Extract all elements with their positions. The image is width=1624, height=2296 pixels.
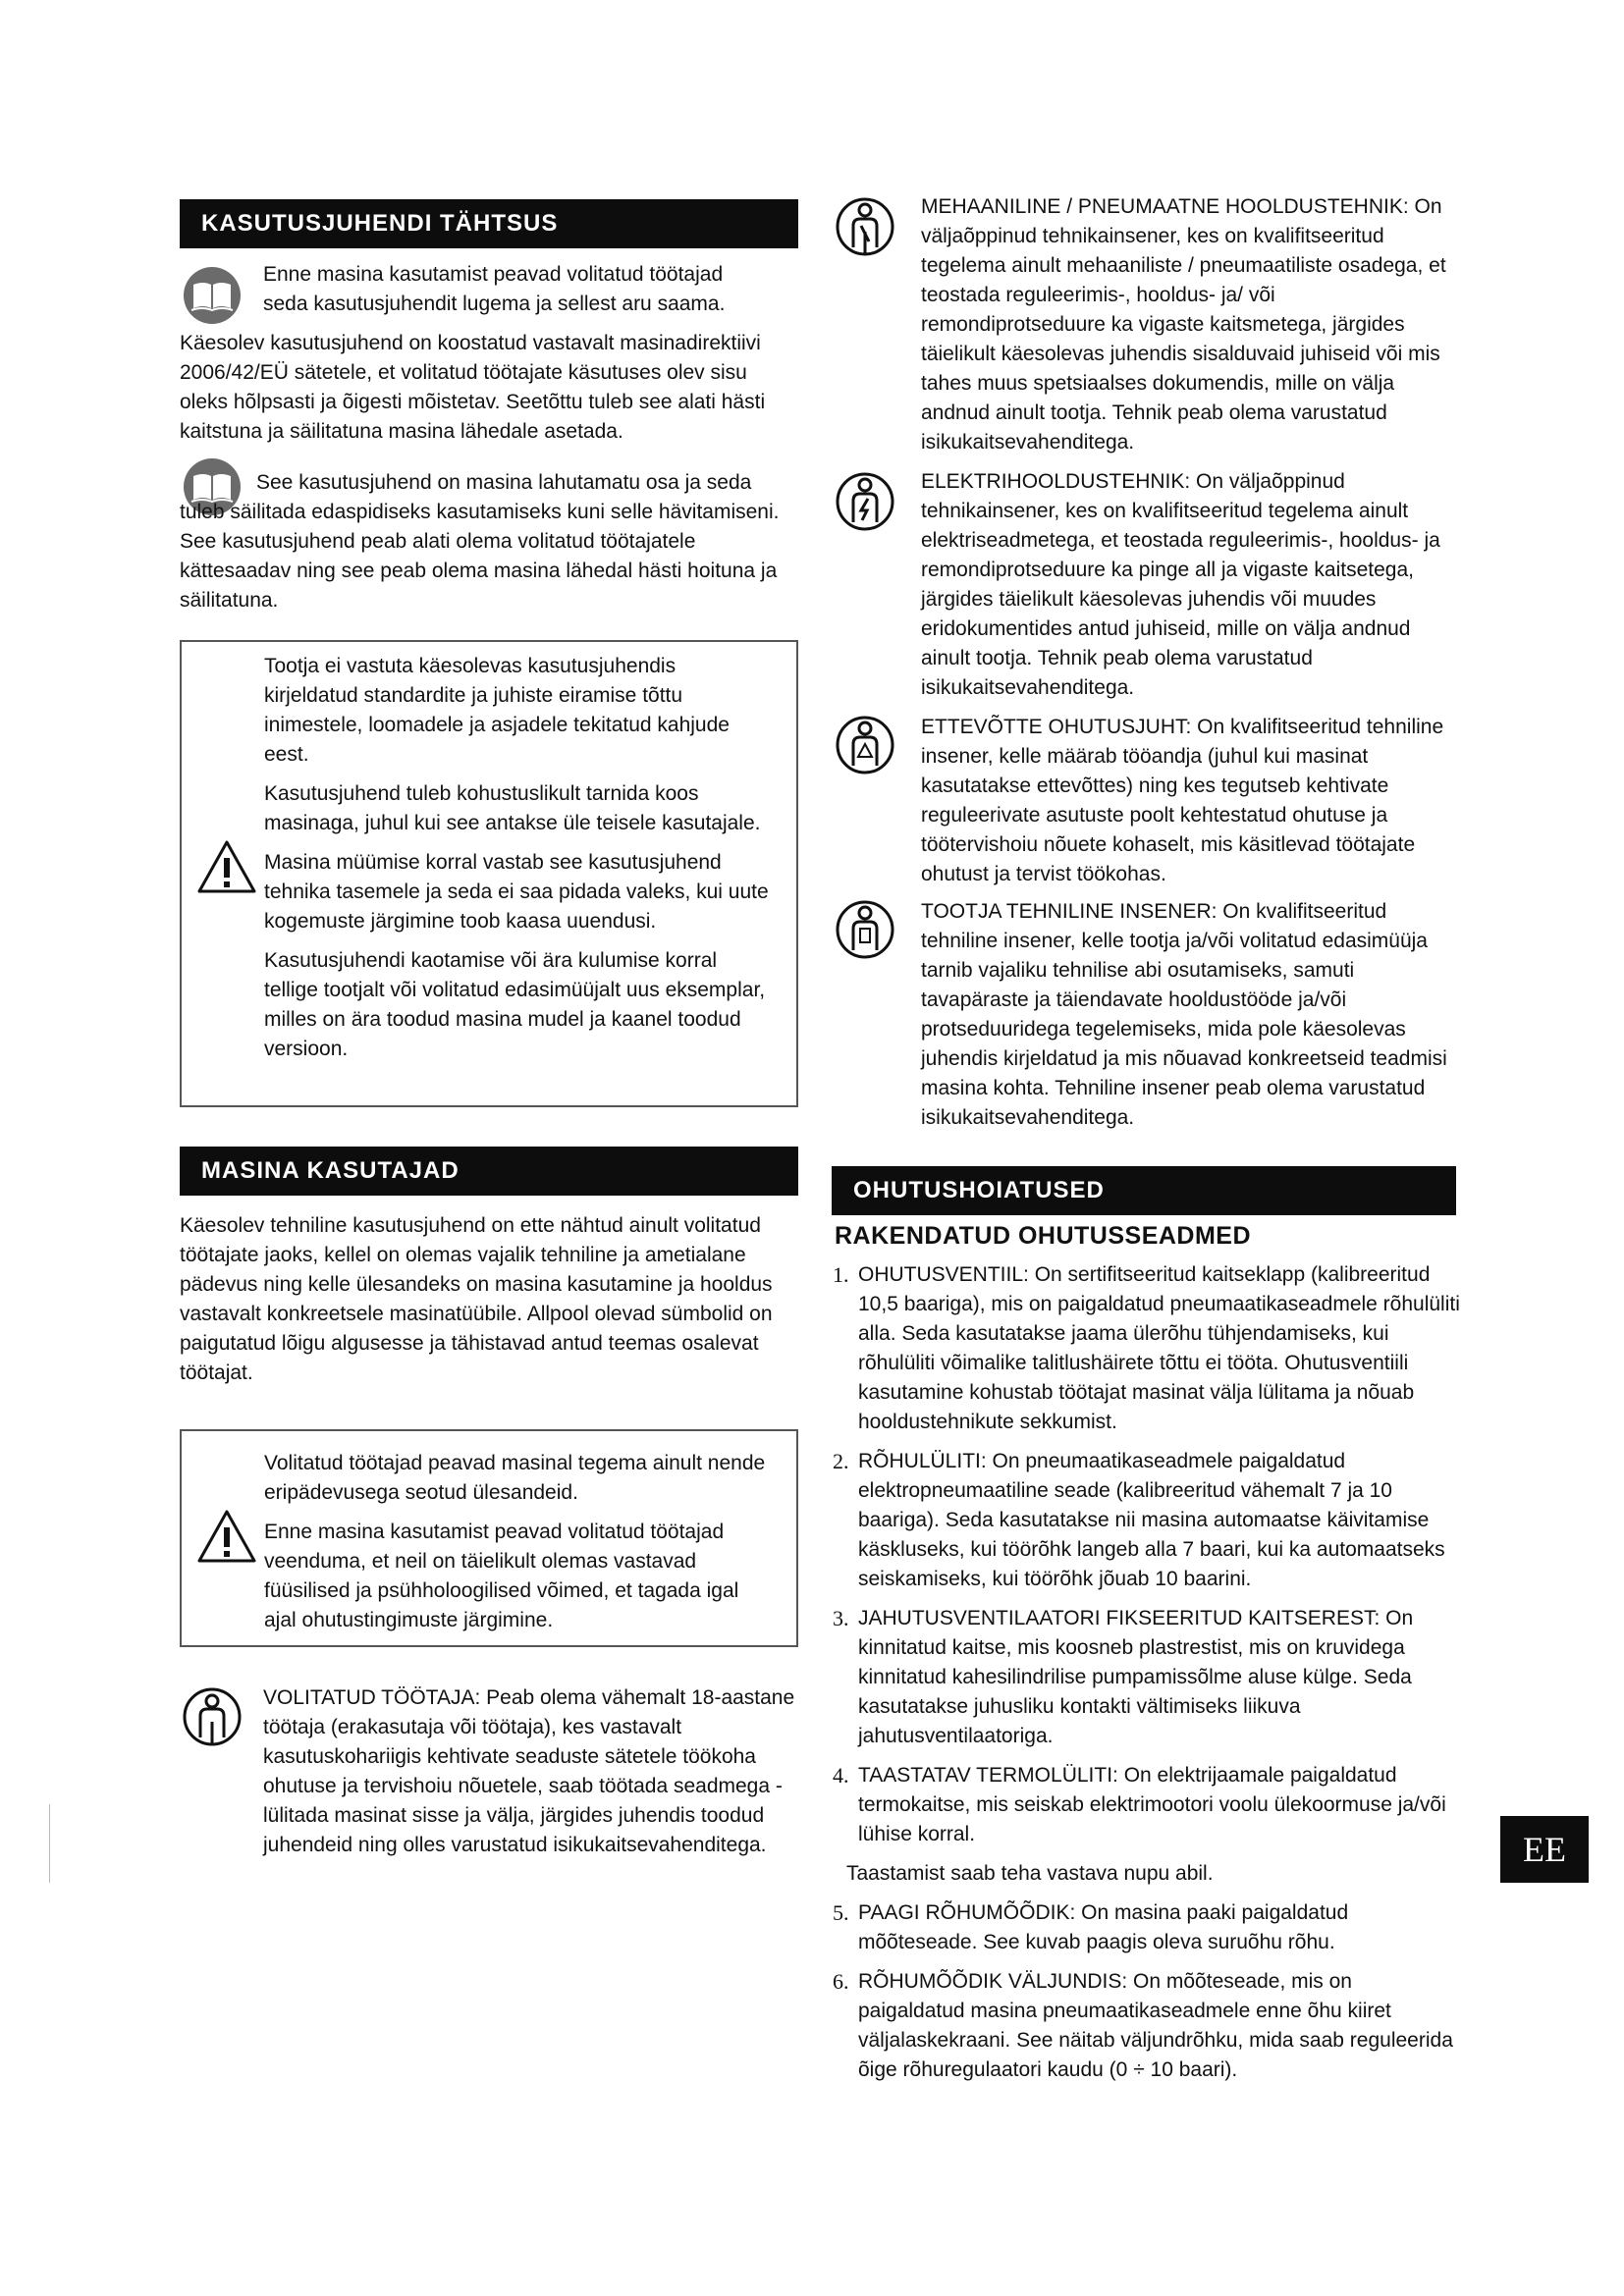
- list-text: RÕHULÜLITI: On pneumaatikaseadmele paigaldatud elektropneumaatiline seade (kalibreeritud vähemalt 7 ja 10 baariga). Seda kasutatakse nii masina automaatse käivitamise käskluseks, kui töörõhk langeb alla 7 baari, kui ka automaatseks seiskamiseks, kui töörõhk jõuab 10 baarini.: [858, 1450, 1445, 1590]
- list-number: 1.: [833, 1262, 849, 1287]
- qualification-text: Volitatud töötajad peavad masinal tegema ainult nende eripädevusega seotud ülesandeid.: [264, 1452, 766, 1504]
- role-safety-manager: ETTEVÕTTE OHUTUSJUHT: On kvalifitseeritud tehniline insener, kelle määrab tööandja (juhul kui masinat kasutatakse ettevõttes) ning kes tegutseb kehtivate reguleerivate asutuste poolt kehtestatud ohutuse ja töötervishoiu nõuete kohaselt, mis käsitlevad töötajate ohutust ja tervist töökohas.: [921, 716, 1444, 885]
- list-text: PAAGI RÕHUMÕÕDIK: On masina paaki paigaldatud mõõteseade. See kuvab paagis oleva suruõhu rõhu.: [858, 1901, 1349, 1953]
- disclaimer-text: Kasutusjuhendi kaotamise või ära kulumise korral tellige tootjalt või volitatud edasimüüjalt uus eksemplar, milles on ära toodud masina mudel ja kaanel toodud versioon.: [264, 949, 766, 1060]
- list-item: [833, 1604, 1461, 1751]
- section-title: KASUTUSJUHENDI TÄHTSUS: [201, 210, 559, 237]
- language-code: EE: [1523, 1830, 1566, 1869]
- qualification-text: Enne masina kasutamist peavad volitatud töötajad veenduma, et neil on täielikult olemas vastavad füüsilised ja psühholoogilised võimed, et tagada igal ajal ohutustingimuste järgimine.: [264, 1521, 739, 1631]
- list-item: [833, 1260, 1461, 1437]
- list-item: [833, 1761, 1461, 1849]
- users-paragraph: Käesolev tehniline kasutusjuhend on ette nähtud ainult volitatud töötajate jaoks, kellel on olemas vajalik tehniline ja ametialane pädevus ning kelle ülesandeks on masina kasutamine ja hooldus vastavalt konkreetsele masinatüübile. Allpool olevad sümbolid on paigutatud lõigu algusesse ja tähistavad antud teemas osalevat töötajat.: [180, 1214, 773, 1384]
- warning-icon: [195, 1508, 258, 1570]
- manual-book-icon: [182, 265, 243, 331]
- list-number: 5.: [833, 1900, 849, 1925]
- margin-line: [49, 1804, 50, 1883]
- restore-note: Taastamist saab teha vastava nupu abil.: [846, 1862, 1214, 1885]
- list-number: 4.: [833, 1763, 849, 1788]
- disclaimer-text: Masina müümise korral vastab see kasutusjuhend tehnika tasemele ja seda ei saa pidada valeks, kui uute kogemuste järgimine toob kaasa uuendusi.: [264, 851, 769, 933]
- list-item: [833, 1967, 1461, 2085]
- intro-icon-text: Enne masina kasutamist peavad volitatud töötajad seda kasutusjuhendit lugema ja sellest aru saama.: [263, 263, 726, 315]
- disclaimer-text: Kasutusjuhend tuleb kohustuslikult tarnida koos masinaga, juhul kui see antakse üle teisele kasutajale.: [264, 782, 761, 834]
- operator-description: VOLITATUD TÖÖTAJA: Peab olema vähemalt 18-aastane töötaja (erakasutaja või töötaja), kes vastavalt kasutuskohariigis kehtivate seaduste sätetele töökoha ohutuse ja tervishoiu nõuetele, saab töötada seadmega - lülitada masinat sisse ja välja, järgides juhendis toodud juhendeid ning olles varustatud isikukaitsevahenditega.: [263, 1686, 795, 1856]
- section-header-safety: [832, 1166, 1456, 1215]
- warning-icon: [195, 838, 258, 900]
- disclaimer-box: [180, 640, 798, 1107]
- disclaimer-text: Tootja ei vastuta käesolevas kasutusjuhendis kirjeldatud standardite ja juhiste eiramise tõttu inimestele, loomadele ja asjadele tekitatud kahjude eest.: [264, 655, 730, 766]
- role-manufacturer-engineer: TOOTJA TEHNILINE INSENER: On kvalifitseeritud tehniline insener, kelle tootja ja/või volitatud edasimüüja tarnib vajaliku tehnilise abi osutamiseks, samuti tavapäraste ja täiendavate hooldustööde ja/või protseduuridega tegelemiseks, mida pole käesolevas juhendis kirjeldatud ja mis nõuavad konkreetseid teadmisi masina kohta. Tehniline insener peab olema varustatud isikukaitsevahenditega.: [921, 900, 1447, 1129]
- list-item: [833, 1898, 1461, 1957]
- manufacturer-engineer-icon: [835, 899, 895, 965]
- section-header-users: [180, 1147, 798, 1196]
- list-text: OHUTUSVENTIIL: On sertifitseeritud kaitseklapp (kalibreeritud 10,5 baariga), mis on paigaldatud pneumaatikaseadmele rõhulüliti alla. Seda kasutatakse jaama ülerõhu tühjendamiseks, kui rõhulüliti võimalike talitlushäirete tõttu ei tööta. Ohutusventiili kasutamine kohustab töötajat masinat välja lülitama ja nõuab hooldustehnikute sekkumist.: [858, 1263, 1460, 1433]
- list-text: RÕHUMÕÕDIK VÄLJUNDIS: On mõõteseade, mis on paigaldatud masina pneumaatikaseadmele enne õhu kiiret väljalaskekraani. See näitab väljundrõhku, mida saab reguleerida õige rõhuregulaatori kaudu (0 ÷ 10 baari).: [858, 1970, 1453, 2081]
- role-mechanic: MEHAANILINE / PNEUMAATNE HOOLDUSTEHNIK: On väljaõppinud tehnikainsener, kes on kvalifitseeritud tegelema ainult mehaaniliste / pneumaatiliste osadega, et teostada reguleerimis-, hooldus- ja/ või remondiprotseduure ka vigaste kaitsmetega, järgides täielikult käesolevas juhendis sisalduvaid juhiseid või mis tahes muus spetsiaalses dokumendis, mille on välja andnud ainult tootja. Tehnik peab olema varustatud isikukaitsevahenditega.: [921, 195, 1446, 454]
- qualification-box: [180, 1429, 798, 1647]
- mechanic-icon: [835, 196, 895, 262]
- section-title: MASINA KASUTAJAD: [201, 1157, 460, 1184]
- safety-devices-list: [833, 1260, 1461, 2095]
- directive-paragraph: Käesolev kasutusjuhend on koostatud vastavalt masinadirektiivi 2006/42/EÜ sätetele, et volitatud töötajate käsutuses olev sisu oleks hõlpsasti ja õigesti mõistetav. Seetõttu tuleb see alati hästi kaitstuna ja säilitatuna masina lähedale asetada.: [180, 332, 766, 443]
- list-number: 6.: [833, 1969, 849, 1994]
- list-item: [833, 1447, 1461, 1594]
- role-electrician: ELEKTRIHOOLDUSTEHNIK: On väljaõppinud tehnikainsener, kes on kvalifitseeritud tegelema ainult elektriseadmetega, et teostada reguleerimis-, hooldus- ja remondiprotseduure ka pinge all ja vigaste kaitsetega, järgides täielikult käesolevas juhendis või muudes eridokumentides antud juhiseid, mille on välja andnud ainult tootja. Tehnik peab olema varustatud isikukaitsevahenditega.: [921, 470, 1440, 699]
- list-number: 2.: [833, 1449, 849, 1473]
- language-badge: [1500, 1816, 1589, 1883]
- operator-icon: [182, 1686, 243, 1752]
- list-text: TAASTATAV TERMOLÜLITI: On elektrijaamale paigaldatud termokaitse, mis seiskab elektrimootori voolu ülekoormuse ja/või lühise korral.: [858, 1764, 1446, 1845]
- keep-manual-paragraph: See kasutusjuhend on masina lahutamatu osa ja seda tuleb säilitada edaspidiseks kasutamiseks kuni selle hävitamiseni. See kasutusjuhend peab alati olema volitatud töötajatele kättesaadav ning see peab olema masina lähedal hästi hoituna ja säilitatuna.: [180, 471, 780, 612]
- list-number: 3.: [833, 1606, 849, 1630]
- list-text: JAHUTUSVENTILAATORI FIKSEERITUD KAITSEREST: On kinnitatud kaitse, mis koosneb plastrestist, mis on kruvidega kinnitatud kahesilindrilise pumpamissõlme aluse külge. Seda kasutatakse juhusliku kontakti vältimiseks liikuva jahutusventilaatoriga.: [858, 1607, 1414, 1747]
- safety-subtitle: RAKENDATUD OHUTUSSEADMED: [835, 1222, 1252, 1250]
- section-title: OHUTUSHOIATUSED: [853, 1177, 1105, 1203]
- section-header-importance: [180, 199, 798, 248]
- safety-manager-icon: [835, 715, 895, 780]
- electrician-icon: [835, 471, 895, 537]
